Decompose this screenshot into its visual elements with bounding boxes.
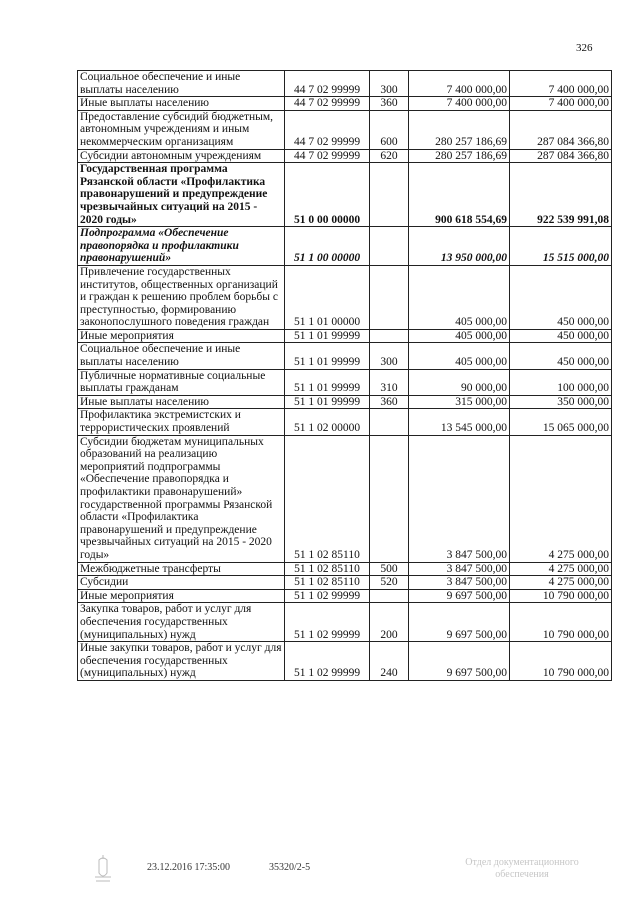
cell-type	[370, 589, 409, 603]
cell-type	[370, 329, 409, 343]
table-row	[78, 395, 612, 409]
cell-sum2020: 7 400 000,00	[510, 97, 612, 111]
cell-type: 240	[370, 642, 409, 681]
cell-type: 600	[370, 110, 409, 149]
cell-code: 51 1 02 85110	[285, 435, 370, 562]
cell-sum2019: 900 618 554,69	[409, 163, 510, 227]
cell-sum2020: 7 400 000,00	[510, 71, 612, 97]
cell-sum2020: 4 275 000,00	[510, 576, 612, 590]
cell-name: Привлечение государственных институтов, общественных организаций и граждан к решению проблем борьбы с преступностью, формированию законопослушного поведения граждан	[78, 265, 285, 329]
cell-sum2020: 287 084 366,80	[510, 149, 612, 163]
cell-name: Социальное обеспечение и иные выплаты населению	[78, 71, 285, 97]
cell-type	[370, 265, 409, 329]
cell-sum2020: 15 515 000,00	[510, 227, 612, 266]
cell-name: Публичные нормативные социальные выплаты гражданам	[78, 369, 285, 395]
cell-sum2019: 9 697 500,00	[409, 642, 510, 681]
cell-name: Субсидии автономным учреждениям	[78, 149, 285, 163]
cell-sum2019: 280 257 186,69	[409, 110, 510, 149]
cell-type	[370, 163, 409, 227]
table-row	[78, 149, 612, 163]
cell-sum2020: 4 275 000,00	[510, 562, 612, 576]
cell-sum2019: 7 400 000,00	[409, 97, 510, 111]
table-row	[78, 110, 612, 149]
cell-code: 51 1 02 00000	[285, 409, 370, 435]
table-row	[78, 642, 612, 681]
cell-sum2020: 10 790 000,00	[510, 642, 612, 681]
cell-type: 300	[370, 71, 409, 97]
cell-type: 520	[370, 576, 409, 590]
cell-code: 51 1 02 99999	[285, 603, 370, 642]
cell-type: 300	[370, 343, 409, 369]
cell-name: Иные выплаты населению	[78, 97, 285, 111]
cell-code: 51 1 00 00000	[285, 227, 370, 266]
cell-name: Иные выплаты населению	[78, 395, 285, 409]
cell-sum2020: 100 000,00	[510, 369, 612, 395]
cell-name: Межбюджетные трансферты	[78, 562, 285, 576]
table-row	[78, 71, 612, 97]
cell-sum2020: 450 000,00	[510, 265, 612, 329]
cell-sum2019: 405 000,00	[409, 343, 510, 369]
table-row	[78, 265, 612, 329]
budget-table	[77, 70, 612, 681]
cell-sum2020: 287 084 366,80	[510, 110, 612, 149]
cell-sum2019: 13 950 000,00	[409, 227, 510, 266]
cell-code: 51 1 01 99999	[285, 329, 370, 343]
cell-name: Иные мероприятия	[78, 329, 285, 343]
table-row	[78, 589, 612, 603]
table-row	[78, 409, 612, 435]
cell-sum2019: 3 847 500,00	[409, 562, 510, 576]
cell-type: 620	[370, 149, 409, 163]
table-row	[78, 435, 612, 562]
cell-code: 44 7 02 99999	[285, 149, 370, 163]
cell-sum2019: 9 697 500,00	[409, 603, 510, 642]
cell-code: 51 1 02 85110	[285, 576, 370, 590]
table-row	[78, 227, 612, 266]
cell-sum2019: 3 847 500,00	[409, 435, 510, 562]
table-row	[78, 329, 612, 343]
cell-name: Профилактика экстремистских и террористических проявлений	[78, 409, 285, 435]
cell-code: 51 1 01 00000	[285, 265, 370, 329]
watermark-text: Отдел документационного обеспечения	[465, 857, 579, 880]
cell-code: 44 7 02 99999	[285, 71, 370, 97]
cell-sum2019: 7 400 000,00	[409, 71, 510, 97]
cell-type	[370, 435, 409, 562]
cell-sum2020: 450 000,00	[510, 329, 612, 343]
footer-datetime: 23.12.2016 17:35:00	[147, 862, 231, 873]
cell-sum2020: 10 790 000,00	[510, 589, 612, 603]
cell-name: Иные закупки товаров, работ и услуг для обеспечения государственных (муниципальных) нужд	[78, 642, 285, 681]
cell-code: 44 7 02 99999	[285, 110, 370, 149]
cell-sum2019: 3 847 500,00	[409, 576, 510, 590]
cell-sum2020: 922 539 991,08	[510, 163, 612, 227]
cell-name: Подпрограмма «Обеспечение правопорядка и профилактики правонарушений»	[78, 227, 285, 266]
cell-sum2019: 405 000,00	[409, 329, 510, 343]
cell-name: Субсидии бюджетам муниципальных образований на реализацию мероприятий подпрограммы «Обеспечение правопорядка и профилактики правонарушений» государственной программы Рязанской области «Профилактика правонарушений и предупреждение чрезвычайных ситуаций на 2015 - 2020 годы»	[78, 435, 285, 562]
cell-name: Государственная программа Рязанской области «Профилактика правонарушений и предупреждение чрезвычайных ситуаций на 2015 - 2020 годы»	[78, 163, 285, 227]
budget-table-body	[78, 71, 612, 681]
cell-name: Социальное обеспечение и иные выплаты населению	[78, 343, 285, 369]
cell-sum2019: 405 000,00	[409, 265, 510, 329]
cell-type	[370, 409, 409, 435]
cell-sum2020: 10 790 000,00	[510, 603, 612, 642]
table-row	[78, 343, 612, 369]
cell-code: 51 1 01 99999	[285, 343, 370, 369]
table-row	[78, 603, 612, 642]
cell-type: 360	[370, 395, 409, 409]
cell-type: 360	[370, 97, 409, 111]
cell-sum2020: 450 000,00	[510, 343, 612, 369]
cell-code: 51 1 02 99999	[285, 642, 370, 681]
cell-code: 51 0 00 00000	[285, 163, 370, 227]
cell-name: Предоставление субсидий бюджетным, автономным учреждениям и иным некоммерческим организациям	[78, 110, 285, 149]
cell-name: Закупка товаров, работ и услуг для обеспечения государственных (муниципальных) нужд	[78, 603, 285, 642]
cell-code: 51 1 01 99999	[285, 395, 370, 409]
cell-sum2020: 350 000,00	[510, 395, 612, 409]
cell-code: 51 1 01 99999	[285, 369, 370, 395]
emblem-icon	[90, 853, 116, 885]
cell-sum2019: 280 257 186,69	[409, 149, 510, 163]
cell-type: 310	[370, 369, 409, 395]
cell-type: 200	[370, 603, 409, 642]
cell-name: Иные мероприятия	[78, 589, 285, 603]
page-number: 326	[576, 42, 593, 54]
cell-sum2019: 13 545 000,00	[409, 409, 510, 435]
cell-name: Субсидии	[78, 576, 285, 590]
cell-sum2020: 4 275 000,00	[510, 435, 612, 562]
table-row	[78, 576, 612, 590]
table-row	[78, 163, 612, 227]
cell-type: 500	[370, 562, 409, 576]
cell-type	[370, 227, 409, 266]
footer-doc-id: 35320/2-5	[269, 862, 311, 873]
cell-sum2019: 9 697 500,00	[409, 589, 510, 603]
cell-sum2019: 90 000,00	[409, 369, 510, 395]
cell-code: 44 7 02 99999	[285, 97, 370, 111]
cell-code: 51 1 02 99999	[285, 589, 370, 603]
table-row	[78, 369, 612, 395]
table-row	[78, 562, 612, 576]
cell-sum2019: 315 000,00	[409, 395, 510, 409]
cell-code: 51 1 02 85110	[285, 562, 370, 576]
table-row	[78, 97, 612, 111]
cell-sum2020: 15 065 000,00	[510, 409, 612, 435]
